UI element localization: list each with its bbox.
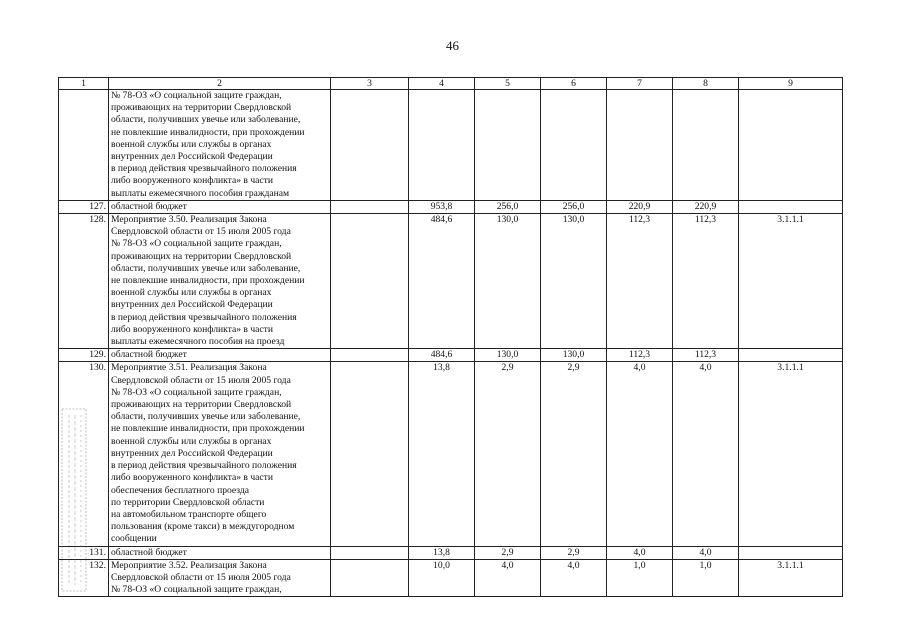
column-header: 1 bbox=[59, 78, 109, 90]
col7-cell: 112,3 bbox=[607, 349, 673, 362]
column-header: 7 bbox=[607, 78, 673, 90]
col6-cell: 2,9 bbox=[541, 362, 607, 546]
col6-cell: 256,0 bbox=[541, 200, 607, 213]
table-row bbox=[59, 200, 843, 213]
table-row bbox=[59, 214, 843, 349]
col4-cell: 10,0 bbox=[409, 559, 475, 597]
col4-cell: 953,8 bbox=[409, 200, 475, 213]
row-number-cell: 130. bbox=[59, 362, 109, 546]
col5-cell: 2,9 bbox=[475, 546, 541, 559]
col5-cell: 130,0 bbox=[475, 214, 541, 349]
row-number-cell: 132. bbox=[59, 559, 109, 597]
col4-cell: 484,6 bbox=[409, 349, 475, 362]
table-row bbox=[59, 349, 843, 362]
col6-cell: 130,0 bbox=[541, 214, 607, 349]
col6-cell: 130,0 bbox=[541, 349, 607, 362]
target-indicator-cell bbox=[739, 200, 843, 213]
col8-cell: 112,3 bbox=[673, 349, 739, 362]
col3-cell bbox=[331, 90, 409, 201]
target-indicator-cell: 3.1.1.1 bbox=[739, 214, 843, 349]
description-cell: Мероприятие 3.51. Реализация Закона Свердловской области от 15 июля 2005 года № 78-ОЗ «О социальной защите граждан, проживающих на территории Свердловской области, получивших увечье или заболевание, не повлекшие инвалидности, при прохождении военной службы или службы в органах внутренних дел Российской Федерации в период действия чрезвычайного положения либо вооруженного конфликта» в части обеспечения бесплатного проезда по территории Свердловской области на автомобильном транспорте общего пользования (кроме такси) в междугородном сообщении bbox=[109, 362, 331, 546]
row-number-cell: 127. bbox=[59, 200, 109, 213]
col7-cell: 4,0 bbox=[607, 362, 673, 546]
col5-cell: 2,9 bbox=[475, 362, 541, 546]
description-cell: № 78-ОЗ «О социальной защите граждан, проживающих на территории Свердловской области, получивших увечье или заболевание, не повлекшие инвалидности, при прохождении военной службы или службы в органах внутренних дел Российской Федерации в период действия чрезвычайного положения либо вооруженного конфликта» в части выплаты ежемесячного пособия гражданам bbox=[109, 90, 331, 201]
column-header: 3 bbox=[331, 78, 409, 90]
col3-cell bbox=[331, 559, 409, 597]
description-cell: областной бюджет bbox=[109, 546, 331, 559]
description-cell: Мероприятие 3.50. Реализация Закона Свердловской области от 15 июля 2005 года № 78-ОЗ «О социальной защите граждан, проживающих на территории Свердловской области, получивших увечье или заболевание, не повлекшие инвалидности, при прохождении военной службы или службы в органах внутренних дел Российской Федерации в период действия чрезвычайного положения либо вооруженного конфликта» в части выплаты ежемесячного пособия на проезд bbox=[109, 214, 331, 349]
target-indicator-cell bbox=[739, 349, 843, 362]
col6-cell bbox=[541, 90, 607, 201]
col7-cell: 4,0 bbox=[607, 546, 673, 559]
column-header: 5 bbox=[475, 78, 541, 90]
row-number-cell: 128. bbox=[59, 214, 109, 349]
col4-cell: 13,8 bbox=[409, 546, 475, 559]
col6-cell: 2,9 bbox=[541, 546, 607, 559]
description-cell: Мероприятие 3.52. Реализация Закона Свердловской области от 15 июля 2005 года № 78-ОЗ «О социальной защите граждан, bbox=[109, 559, 331, 597]
table-row bbox=[59, 90, 843, 201]
col6-cell: 4,0 bbox=[541, 559, 607, 597]
table-row bbox=[59, 362, 843, 546]
description-cell: областной бюджет bbox=[109, 349, 331, 362]
col5-cell: 4,0 bbox=[475, 559, 541, 597]
row-number-cell: 131. bbox=[59, 546, 109, 559]
row-number-cell bbox=[59, 90, 109, 201]
col7-cell: 1,0 bbox=[607, 559, 673, 597]
col5-cell: 130,0 bbox=[475, 349, 541, 362]
column-header: 4 bbox=[409, 78, 475, 90]
col8-cell: 220,9 bbox=[673, 200, 739, 213]
col8-cell: 4,0 bbox=[673, 362, 739, 546]
col7-cell bbox=[607, 90, 673, 201]
col3-cell bbox=[331, 349, 409, 362]
col5-cell bbox=[475, 90, 541, 201]
col7-cell: 220,9 bbox=[607, 200, 673, 213]
target-indicator-cell bbox=[739, 90, 843, 201]
budget-table bbox=[58, 77, 843, 597]
col4-cell: 13,8 bbox=[409, 362, 475, 546]
col8-cell: 1,0 bbox=[673, 559, 739, 597]
col8-cell: 112,3 bbox=[673, 214, 739, 349]
column-header: 2 bbox=[109, 78, 331, 90]
table-body bbox=[59, 78, 843, 597]
col5-cell: 256,0 bbox=[475, 200, 541, 213]
col3-cell bbox=[331, 214, 409, 349]
col4-cell: 484,6 bbox=[409, 214, 475, 349]
column-header: 9 bbox=[739, 78, 843, 90]
col8-cell: 4,0 bbox=[673, 546, 739, 559]
table-row bbox=[59, 546, 843, 559]
description-cell: областной бюджет bbox=[109, 200, 331, 213]
col8-cell bbox=[673, 90, 739, 201]
column-header: 8 bbox=[673, 78, 739, 90]
table-row bbox=[59, 559, 843, 597]
col3-cell bbox=[331, 362, 409, 546]
col3-cell bbox=[331, 546, 409, 559]
page-number: 46 bbox=[446, 38, 459, 53]
target-indicator-cell: 3.1.1.1 bbox=[739, 559, 843, 597]
target-indicator-cell bbox=[739, 546, 843, 559]
col7-cell: 112,3 bbox=[607, 214, 673, 349]
table-header-row bbox=[59, 78, 843, 90]
col3-cell bbox=[331, 200, 409, 213]
column-header: 6 bbox=[541, 78, 607, 90]
col4-cell bbox=[409, 90, 475, 201]
row-number-cell: 129. bbox=[59, 349, 109, 362]
target-indicator-cell: 3.1.1.1 bbox=[739, 362, 843, 546]
